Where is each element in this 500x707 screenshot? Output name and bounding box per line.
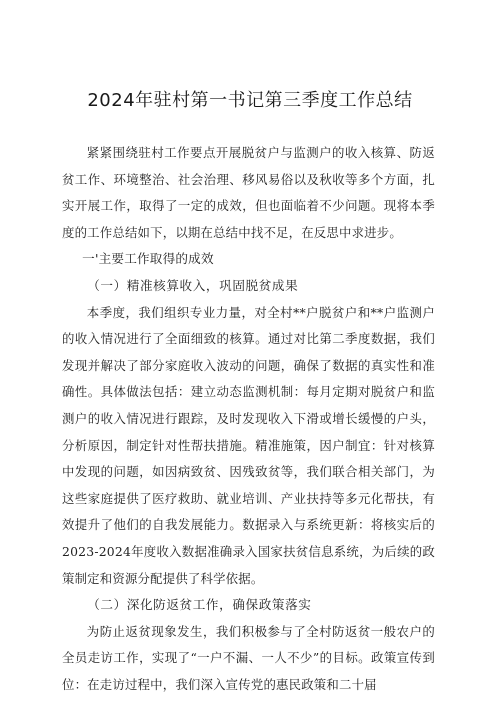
document-title: 2024年驻村第一书记第三季度工作总结 [87, 90, 413, 111]
subsection-heading-anti-poverty-return: （二）深化防返贫工作，确保政策落实 [87, 597, 312, 613]
anti-poverty-return-paragraph: 为防止返贫现象发生，我们积极参与了全村防返贫一般农户的全员走访工作，实现了“一户不漏、一人不少”的目标。政策宣传到位：在走访过程中，我们深入宣传党的惠民政策和二十届 [62, 623, 435, 692]
section-heading-main-achievements: 一'主要工作取得的成效 [82, 251, 214, 267]
intro-paragraph: 紧紧围绕驻村工作要点开展脱贫户与监测户的收入核算、防返贫工作、环境整治、社会治理、移风易俗以及秋收等多个方面，扎实开展工作，取得了一定的成效，但也面临着不少问题。现将本季度的工作总结如下，以期在总结中找不足，在反思中求进步。 [62, 145, 435, 240]
subsection-heading-income-accounting: （一）精准核算收入，巩固脱贫成果 [87, 277, 299, 293]
document-body [62, 140, 435, 698]
income-accounting-paragraph: 本季度，我们组织专业力量，对全村**户脱贫户和**户监测户的收入情况进行了全面细致的核算。通过对比第二季度数据，我们发现并解决了部分家庭收入波动的问题，确保了数据的真实性和准确性。具体做法包括：建立动态监测机制：每月定期对脱贫户和监测户的收入情况进行跟踪，及时发现收入下滑或增长缓慢的户头，分析原因，制定针对性帮扶措施。精准施策，因户制宜：针对核算中发现的问题，如因病致贫、因残致贫等，我们联合相关部门，为这些家庭提供了医疗救助、就业培训、产业扶持等多元化帮扶，有效提升了他们的自我发展能力。数据录入与系统更新：将核实后的2023-2024年度收入数据准确录入国家扶贫信息系统，为后续的政策制定和资源分配提供了科学依据。 [62, 304, 435, 586]
